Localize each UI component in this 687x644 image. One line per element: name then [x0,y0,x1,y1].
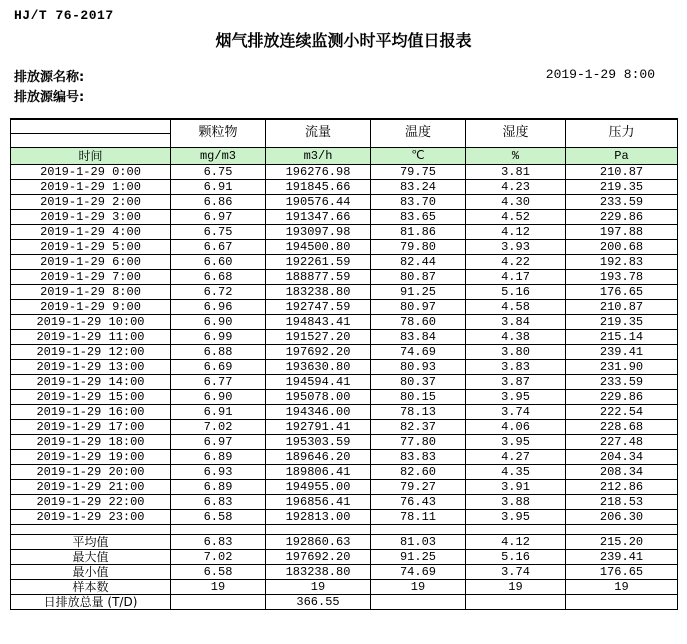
source-name-label: 排放源名称: [14,70,85,85]
value-cell: 6.60 [171,254,266,269]
value-cell: 78.13 [371,404,466,419]
value-cell: 76.43 [371,494,466,509]
table-row [11,374,678,389]
value-cell: 210.87 [566,164,678,179]
value-cell: 196276.98 [266,164,371,179]
summary-value-cell [171,594,266,609]
value-cell: 193.78 [566,269,678,284]
unit-temperature: ℃ [371,147,466,164]
table-row [11,359,678,374]
value-cell: 197692.20 [266,344,371,359]
value-cell: 195303.59 [266,434,371,449]
value-cell: 4.58 [466,299,566,314]
value-cell: 6.89 [171,479,266,494]
table-row [11,329,678,344]
summary-label: 样本数 [11,579,171,594]
summary-label: 日排放总量 (T/D) [11,594,171,609]
time-cell: 2019-1-29 11:00 [11,329,171,344]
value-cell: 229.86 [566,389,678,404]
value-cell: 7.02 [171,419,266,434]
value-cell: 79.27 [371,479,466,494]
summary-value-cell: 19 [466,579,566,594]
time-cell: 2019-1-29 14:00 [11,374,171,389]
value-cell: 83.84 [371,329,466,344]
value-cell: 3.74 [466,404,566,419]
summary-row [11,579,678,594]
summary-value-cell: 6.58 [171,564,266,579]
value-cell: 3.83 [466,359,566,374]
value-cell: 4.38 [466,329,566,344]
value-cell: 80.37 [371,374,466,389]
summary-value-cell: 81.03 [371,534,466,549]
value-cell: 6.97 [171,209,266,224]
value-cell: 80.93 [371,359,466,374]
time-cell: 2019-1-29 8:00 [11,284,171,299]
value-cell: 4.06 [466,419,566,434]
table-row [11,269,678,284]
table-row [11,209,678,224]
spacer-cell [11,524,171,534]
value-cell: 191527.20 [266,329,371,344]
value-cell: 80.87 [371,269,466,284]
value-cell: 6.88 [171,344,266,359]
table-row [11,284,678,299]
value-cell: 196856.41 [266,494,371,509]
time-cell: 2019-1-29 2:00 [11,194,171,209]
value-cell: 3.93 [466,239,566,254]
value-cell: 80.97 [371,299,466,314]
value-cell: 192813.00 [266,509,371,524]
summary-row [11,549,678,564]
value-cell: 3.95 [466,389,566,404]
value-cell: 208.34 [566,464,678,479]
summary-value-cell: 192860.63 [266,534,371,549]
summary-label: 平均值 [11,534,171,549]
value-cell: 192747.59 [266,299,371,314]
time-cell: 2019-1-29 3:00 [11,209,171,224]
summary-value-cell: 19 [171,579,266,594]
value-cell: 6.89 [171,449,266,464]
summary-value-cell: 6.83 [171,534,266,549]
time-cell: 2019-1-29 9:00 [11,299,171,314]
value-cell: 83.65 [371,209,466,224]
value-cell: 206.30 [566,509,678,524]
value-cell: 74.69 [371,344,466,359]
table-row [11,179,678,194]
value-cell: 3.87 [466,374,566,389]
table-row [11,314,678,329]
col-header-temperature: 温度 [371,119,466,147]
table-row [11,464,678,479]
summary-value-cell: 3.74 [466,564,566,579]
value-cell: 233.59 [566,374,678,389]
summary-row [11,564,678,579]
summary-label: 最大值 [11,549,171,564]
value-cell: 82.44 [371,254,466,269]
value-cell: 6.96 [171,299,266,314]
value-cell: 6.58 [171,509,266,524]
time-cell: 2019-1-29 1:00 [11,179,171,194]
table-row [11,434,678,449]
table-row [11,254,678,269]
value-cell: 4.23 [466,179,566,194]
value-cell: 6.86 [171,194,266,209]
value-cell: 229.86 [566,209,678,224]
value-cell: 194594.41 [266,374,371,389]
value-cell: 6.90 [171,389,266,404]
value-cell: 3.88 [466,494,566,509]
time-cell: 2019-1-29 4:00 [11,224,171,239]
time-cell: 2019-1-29 10:00 [11,314,171,329]
report-table [10,118,678,610]
value-cell: 219.35 [566,179,678,194]
unit-particulate: mg/m3 [171,147,266,164]
value-cell: 83.24 [371,179,466,194]
value-cell: 4.27 [466,449,566,464]
value-cell: 194346.00 [266,404,371,419]
value-cell: 239.41 [566,344,678,359]
value-cell: 83.83 [371,449,466,464]
time-cell: 2019-1-29 5:00 [11,239,171,254]
value-cell: 227.48 [566,434,678,449]
table-row [11,194,678,209]
unit-row [11,147,678,164]
summary-value-cell: 5.16 [466,549,566,564]
table-row [11,509,678,524]
col-header-pressure: 压力 [566,119,678,147]
spacer-cell [371,524,466,534]
page-title: 烟气排放连续监测小时平均值日报表 [215,31,472,50]
col-header-particulate: 颗粒物 [171,119,266,147]
summary-value-cell: 197692.20 [266,549,371,564]
value-cell: 197.88 [566,224,678,239]
value-cell: 6.69 [171,359,266,374]
value-cell: 193630.80 [266,359,371,374]
table-row [11,344,678,359]
time-cell: 2019-1-29 23:00 [11,509,171,524]
table-row [11,479,678,494]
value-cell: 3.81 [466,164,566,179]
time-cell: 2019-1-29 15:00 [11,389,171,404]
time-cell: 2019-1-29 22:00 [11,494,171,509]
value-cell: 210.87 [566,299,678,314]
value-cell: 183238.80 [266,284,371,299]
value-cell: 215.14 [566,329,678,344]
spacer-cell [466,524,566,534]
table-row [11,419,678,434]
value-cell: 222.54 [566,404,678,419]
unit-pressure: Pa [566,147,678,164]
time-cell: 2019-1-29 21:00 [11,479,171,494]
value-cell: 6.83 [171,494,266,509]
value-cell: 195078.00 [266,389,371,404]
time-cell: 2019-1-29 0:00 [11,164,171,179]
value-cell: 79.80 [371,239,466,254]
summary-value-cell: 19 [566,579,678,594]
time-cell: 2019-1-29 6:00 [11,254,171,269]
spacer-row [11,524,678,534]
value-cell: 3.91 [466,479,566,494]
time-cell: 2019-1-29 7:00 [11,269,171,284]
source-id-label: 排放源编号: [14,90,85,105]
value-cell: 6.91 [171,179,266,194]
spacer-cell [566,524,678,534]
value-cell: 4.12 [466,224,566,239]
value-cell: 6.93 [171,464,266,479]
time-cell: 2019-1-29 20:00 [11,464,171,479]
summary-value-cell: 183238.80 [266,564,371,579]
value-cell: 6.77 [171,374,266,389]
value-cell: 6.99 [171,329,266,344]
summary-value-cell [566,594,678,609]
summary-value-cell [371,594,466,609]
value-cell: 77.80 [371,434,466,449]
value-cell: 219.35 [566,314,678,329]
summary-value-cell: 366.55 [266,594,371,609]
col-header-flow: 流量 [266,119,371,147]
value-cell: 78.60 [371,314,466,329]
value-cell: 191347.66 [266,209,371,224]
doc-code: HJ/T 76-2017 [14,8,114,23]
table-row [11,164,678,179]
value-cell: 194843.41 [266,314,371,329]
header-empty-cell-1 [11,119,171,133]
value-cell: 78.11 [371,509,466,524]
value-cell: 3.84 [466,314,566,329]
value-cell: 192791.41 [266,419,371,434]
time-cell: 2019-1-29 12:00 [11,344,171,359]
table-row [11,299,678,314]
value-cell: 192.83 [566,254,678,269]
value-cell: 4.30 [466,194,566,209]
value-cell: 4.17 [466,269,566,284]
value-cell: 80.15 [371,389,466,404]
value-cell: 190576.44 [266,194,371,209]
value-cell: 212.86 [566,479,678,494]
summary-value-cell: 239.41 [566,549,678,564]
value-cell: 228.68 [566,419,678,434]
table-row [11,404,678,419]
summary-value-cell: 91.25 [371,549,466,564]
summary-label: 最小值 [11,564,171,579]
summary-value-cell: 176.65 [566,564,678,579]
summary-value-cell [466,594,566,609]
summary-row [11,534,678,549]
value-cell: 189646.20 [266,449,371,464]
value-cell: 194500.80 [266,239,371,254]
value-cell: 82.37 [371,419,466,434]
table-row [11,494,678,509]
value-cell: 83.70 [371,194,466,209]
summary-value-cell: 7.02 [171,549,266,564]
value-cell: 200.68 [566,239,678,254]
unit-humidity: % [466,147,566,164]
value-cell: 4.22 [466,254,566,269]
time-cell: 2019-1-29 16:00 [11,404,171,419]
value-cell: 176.65 [566,284,678,299]
value-cell: 233.59 [566,194,678,209]
value-cell: 189806.41 [266,464,371,479]
header-empty-cell-2 [11,133,171,147]
value-cell: 4.35 [466,464,566,479]
spacer-cell [171,524,266,534]
value-cell: 218.53 [566,494,678,509]
value-cell: 193097.98 [266,224,371,239]
data-rows [11,164,678,524]
value-cell: 6.75 [171,164,266,179]
value-cell: 204.34 [566,449,678,464]
value-cell: 6.90 [171,314,266,329]
value-cell: 3.80 [466,344,566,359]
column-header-row [11,119,678,133]
value-cell: 6.75 [171,224,266,239]
table-row [11,389,678,404]
summary-value-cell: 19 [371,579,466,594]
value-cell: 188877.59 [266,269,371,284]
unit-flow: m3/h [266,147,371,164]
value-cell: 91.25 [371,284,466,299]
summary-row [11,594,678,609]
value-cell: 6.97 [171,434,266,449]
value-cell: 191845.66 [266,179,371,194]
time-header: 时间 [11,147,171,164]
summary-value-cell: 19 [266,579,371,594]
time-cell: 2019-1-29 17:00 [11,419,171,434]
report-datetime: 2019-1-29 8:00 [545,67,655,82]
value-cell: 3.95 [466,434,566,449]
table-row [11,239,678,254]
value-cell: 231.90 [566,359,678,374]
value-cell: 194955.00 [266,479,371,494]
summary-value-cell: 215.20 [566,534,678,549]
spacer-cell [266,524,371,534]
value-cell: 6.72 [171,284,266,299]
summary-rows [11,524,678,609]
summary-value-cell: 4.12 [466,534,566,549]
value-cell: 3.95 [466,509,566,524]
value-cell: 82.60 [371,464,466,479]
value-cell: 81.86 [371,224,466,239]
table-row [11,449,678,464]
time-cell: 2019-1-29 19:00 [11,449,171,464]
summary-value-cell: 74.69 [371,564,466,579]
value-cell: 6.91 [171,404,266,419]
value-cell: 192261.59 [266,254,371,269]
value-cell: 6.67 [171,239,266,254]
value-cell: 79.75 [371,164,466,179]
table-row [11,224,678,239]
time-cell: 2019-1-29 13:00 [11,359,171,374]
value-cell: 6.68 [171,269,266,284]
value-cell: 4.52 [466,209,566,224]
col-header-humidity: 湿度 [466,119,566,147]
value-cell: 5.16 [466,284,566,299]
time-cell: 2019-1-29 18:00 [11,434,171,449]
